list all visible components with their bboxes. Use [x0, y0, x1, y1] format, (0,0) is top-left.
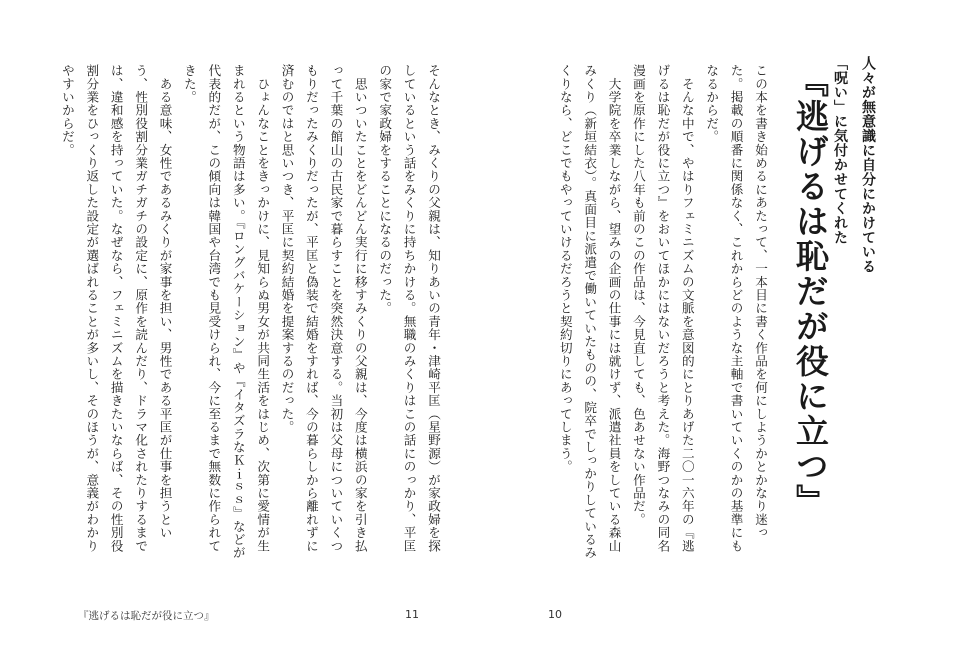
left-page-body-text: そんなとき、みくりの父親は、知りあいの青年・津崎平匡（星野源）が家政婦を探しているという話をみくりに持ちかける。無職のみくりはこの話にのっかり、平匡の家で家政婦をすることになるのだった。 思いついたことをどんどん実行に移すみくりの父親は、今度は横浜の家を引き払って千葉の館山の古民家で暮らすことを突然決意する。当初は父母についていくつもりだったみくりだったが、平匡と偽装で結婚をすれば、今の暮らしから離れずに済むのではと思いつき、平匡に契約結婚を提案するのだった。 ひょんなことをきっかけに、見知らぬ男女が共同生活をはじめ、次第に愛情が生まれるという物語は多い。『ロングバケーション』や『イタズラなＫｉｓｓ』などが代表的だが、この傾向は韓国や台湾でも見受けられ、今に至るまで無数に作られてきた。 ある意味、女性であるみくりが家事を担い、男性である平匡が仕事を担うという、性別役割分業ガチガチの設定に、原作を読んだり、ドラマ化されたりするまでは、違和感を持っていた。なぜなら、フェミニズムを描きたいならば、その性別役割分業をひっくり返した設定が選ばれることが多いし、そのほうが、意義がわかりやすいからだ。 — [59, 64, 441, 560]
subtitle-line-1: 人々が無意識に自分にかけている — [860, 56, 876, 274]
page-number-right: 10 — [548, 608, 562, 621]
right-page-body-text: この本を書き始めるにあたって、一本目に書く作品を何にしようかとかなり迷った。掲載の順番に関係なく、これからどのような主軸で書いていくのかの基準にもなるからだ。 そんな中で、やはりフェミニズムの文脈を意図的にとりあげた二〇一六年の『逃げるは恥だが役に立つ』をおいてほかにはないだろうと考えた。海野つなみの同名漫画を原作にした八年も前のこの作品は、今見直しても、色あせない作品だ。 大学院を卒業しながら、望みの企画の仕事には就けず、派遣社員をしている森山みくり（新垣結衣）。真面目に派遣で働いていたものの、院卒でしっかりしているみくりなら、どこでもやっていけるだろうと契約切りにあってしまう。 — [557, 64, 768, 560]
right-page — [485, 0, 970, 647]
page-number-left: 11 — [405, 608, 419, 621]
chapter-title: 『逃げるは恥だが役に立つ』 — [791, 64, 830, 519]
running-head: 『逃げるは恥だが役に立つ』 — [78, 610, 215, 622]
chapter-subtitle — [826, 56, 882, 274]
subtitle-line-2: 「呪い」に気付かせてくれた — [832, 56, 848, 245]
